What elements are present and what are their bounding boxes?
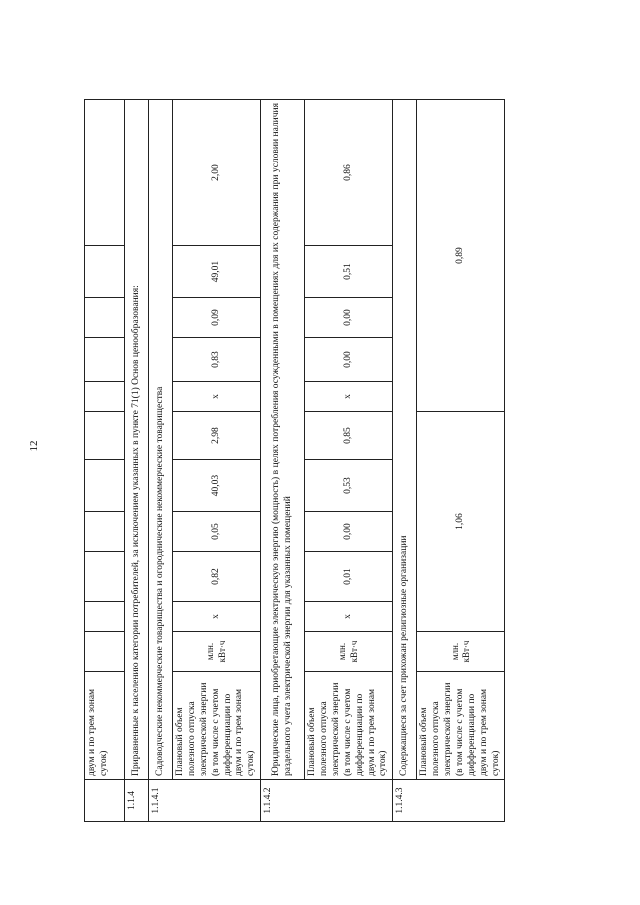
category-heading-cell: Садоводческие некоммерческие товарищества и огороднические некоммерческие товарищества [149, 100, 173, 780]
tariff-volume-table [84, 99, 505, 822]
value-cell [85, 246, 125, 298]
value-cell: 0,09 [173, 298, 261, 338]
table-row [125, 100, 149, 822]
value-cell: 0,00 [305, 338, 393, 382]
value-cell: 49,01 [173, 246, 261, 298]
value-cell: 2,98 [173, 412, 261, 460]
category-heading-cell: Содержащиеся за счет прихожан религиозные организации [393, 100, 417, 780]
value-cell: х [305, 602, 393, 632]
row-index-cell: 1.1.4.2 [261, 780, 393, 822]
value-cell: 0,86 [305, 100, 393, 246]
unit-cell: млн. кВт·ч [305, 632, 393, 672]
value-cell: 0,00 [305, 512, 393, 552]
row-index-cell [85, 780, 125, 822]
row-description-cell: Плановый объем полезного отпуска электрической энергии (в том числе с учетом дифференциации по двум и по трем зонам суток) [417, 672, 505, 780]
value-cell [85, 602, 125, 632]
value-cell [85, 100, 125, 246]
value-cell [85, 382, 125, 412]
row-index-cell: 1.1.4.3 [393, 780, 505, 822]
category-heading-cell: Приравненные к населению категории потребителей, за исключением указанных в пункте 71(1) Основ ценообразования: [125, 100, 149, 780]
table-row [261, 100, 305, 822]
value-cell [85, 412, 125, 460]
value-cell [85, 298, 125, 338]
value-cell: 0,51 [305, 246, 393, 298]
value-cell [85, 512, 125, 552]
value-cell: 0,82 [173, 552, 261, 602]
value-cell: 0,85 [305, 412, 393, 460]
page-number: 12 [28, 440, 40, 452]
value-cell: 2,00 [173, 100, 261, 246]
value-cell: 0,83 [173, 338, 261, 382]
table-row [85, 100, 125, 822]
value-cell: 0,05 [173, 512, 261, 552]
table-row [393, 100, 417, 822]
merged-total-cell: 0,89 [417, 100, 505, 412]
table-row [149, 100, 173, 822]
row-description-cell: Плановый объем полезного отпуска электрической энергии (в том числе с учетом дифференциации по двум и по трем зонам суток) [173, 672, 261, 780]
row-index-cell: 1.1.4.1 [149, 780, 261, 822]
rotated-table-area [84, 100, 501, 822]
value-cell: 0,53 [305, 460, 393, 512]
value-cell [85, 552, 125, 602]
value-cell [85, 460, 125, 512]
value-cell: х [173, 602, 261, 632]
unit-cell: млн. кВт·ч [173, 632, 261, 672]
value-cell: 40,03 [173, 460, 261, 512]
value-cell: х [305, 382, 393, 412]
merged-total-cell: 1,06 [417, 412, 505, 632]
unit-cell: млн. кВт·ч [417, 632, 505, 672]
value-cell: х [173, 382, 261, 412]
table-row [305, 100, 393, 822]
value-cell: 0,01 [305, 552, 393, 602]
row-description-cell: Плановый объем полезного отпуска электрической энергии (в том числе с учетом дифференциации по двум и по трем зонам суток) [305, 672, 393, 780]
unit-cell [85, 632, 125, 672]
value-cell [85, 338, 125, 382]
rotated-table-content [84, 100, 501, 822]
value-cell: 0,00 [305, 298, 393, 338]
table-row [173, 100, 261, 822]
category-heading-cell: Юридические лица, приобретающие электрическую энергию (мощность) в целях потребления осужденными в помещениях для их содержания при условии наличия раздельного учета электрической энергии для указанных помещений [261, 100, 305, 780]
table-row [417, 100, 505, 822]
row-description-cell: двум и по трем зонам суток) [85, 672, 125, 780]
row-index-cell: 1.1.4 [125, 780, 149, 822]
